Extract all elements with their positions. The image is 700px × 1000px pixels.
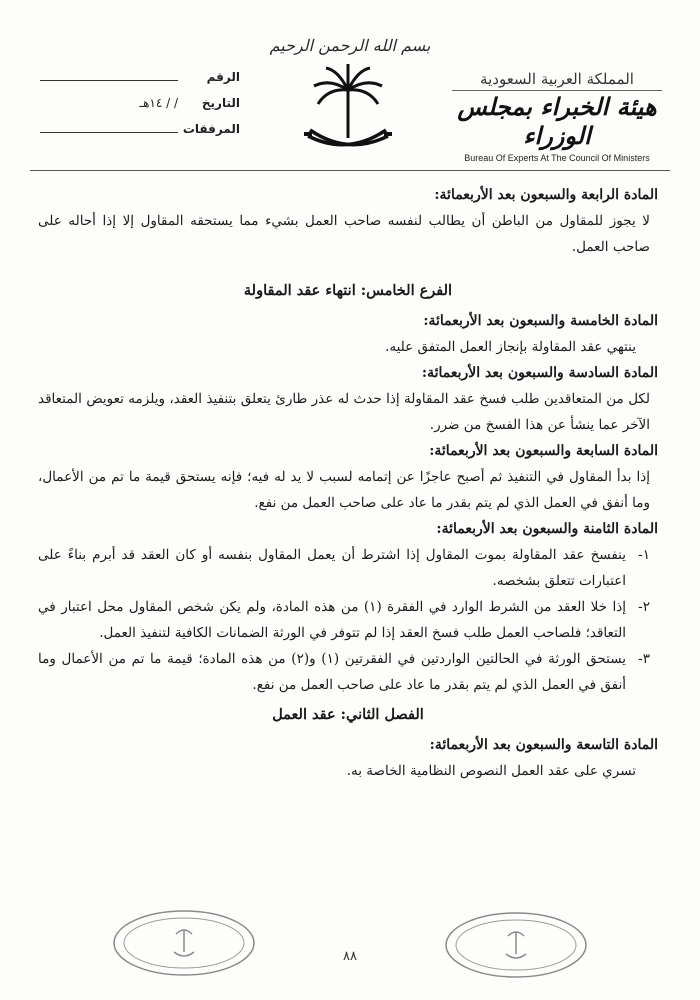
- list-item-text: إذا خلا العقد من الشرط الوارد في الفقرة (١) من هذه المادة، ولم يكن شخص المقاول محل اعتبار في التعاقد؛ فلصاحب العمل طلب فسخ العقد إذا لم تتوفر في الورثة الضمانات الكافية لتنفيذ العمل.: [38, 599, 626, 641]
- article-title: المادة السادسة والسبعون بعد الأربعمائة:: [421, 365, 658, 381]
- ref-date-row: [40, 96, 240, 122]
- article-text: لكل من المتعاقدين طلب فسخ عقد المقاولة إذا حدث له عذر طارئ يتعلق بتنفيذ العقد، ويلزمه تعويض المتعاقد الآخر عما ينشأ عن هذا الفسخ من ضرر.: [38, 391, 650, 433]
- basmala: بسم الله الرحمن الرحيم: [269, 36, 431, 55]
- organization-name-en: Bureau Of Experts At The Council Of Ministers: [464, 152, 650, 163]
- ref-date-label: التاريخ: [201, 96, 240, 110]
- header-divider: [30, 170, 670, 171]
- section-title: الفرع الخامس: انتهاء عقد المقاولة: [243, 282, 453, 299]
- organization-letterhead: [452, 70, 662, 163]
- country-name: المملكة العربية السعودية: [452, 70, 662, 91]
- article-title: المادة التاسعة والسبعون بعد الأربعمائة:: [429, 737, 658, 753]
- page-number: ٨٨: [343, 949, 357, 964]
- list-item: [38, 542, 650, 594]
- ref-number-line: [40, 70, 178, 81]
- article-title: المادة السابعة والسبعون بعد الأربعمائة:: [429, 443, 658, 459]
- article-text: لا يجوز للمقاول من الباطن أن يطالب لنفسه صاحب العمل بشيء مما يستحقه المقاول إلا إذا أحاله على صاحب العمل.: [38, 213, 650, 255]
- ref-attachments-label: المرفقات: [182, 122, 240, 136]
- article-text: إذا بدأ المقاول في التنفيذ ثم أصبح عاجزًا عن إتمامه لسبب لا يد له فيه؛ فإنه يستحق قيمة ما تم من الأعمال، وما أنفق في العمل الذي لم يتم بقدر ما عاد على صاحب العمل من نفع.: [38, 469, 650, 511]
- article-title: المادة الخامسة والسبعون بعد الأربعمائة:: [423, 313, 658, 329]
- list-item-text: يستحق الورثة في الحالتين الواردتين في الفقرتين (١) و(٢) من هذه المادة؛ قيمة ما تم من الأعمال وما أنفق في العمل الذي لم يتم بقدر ما عاد على صاحب العمل من نفع.: [38, 651, 626, 693]
- article-text: ينتهي عقد المقاولة بإنجاز العمل المتفق عليه.: [385, 339, 636, 355]
- list-item: [38, 646, 650, 698]
- list-item-number: ١-: [638, 547, 650, 563]
- ref-number-label: الرقم: [206, 70, 240, 84]
- article-text: تسري على عقد العمل النصوص النظامية الخاصة به.: [346, 763, 636, 779]
- ref-number-row: [40, 70, 240, 96]
- reference-fields: [40, 70, 240, 148]
- ref-attachments-row: [40, 122, 240, 148]
- chapter-title: الفصل الثاني: عقد العمل: [272, 706, 424, 723]
- ref-date-value: / / ١٤هـ: [139, 96, 178, 110]
- document-body: [38, 182, 658, 784]
- official-stamp-icon: [442, 910, 590, 980]
- article-title: المادة الثامنة والسبعون بعد الأربعمائة:: [436, 521, 658, 537]
- article-title: المادة الرابعة والسبعون بعد الأربعمائة:: [434, 187, 658, 203]
- organization-name: هيئة الخبراء بمجلس الوزراء: [457, 92, 657, 150]
- saudi-emblem-icon: [300, 60, 396, 160]
- list-item-number: ٣-: [638, 651, 650, 667]
- list-item-text: ينفسخ عقد المقاولة بموت المقاول إذا اشترط أن يعمل المقاول بنفسه أو كان العقد قد أبرم بناءً على اعتبارات تتعلق بشخصه.: [38, 547, 626, 589]
- list-item-number: ٢-: [638, 599, 650, 615]
- official-stamp-icon: [110, 908, 258, 978]
- ref-attachments-line: [40, 122, 178, 133]
- list-item: [38, 594, 650, 646]
